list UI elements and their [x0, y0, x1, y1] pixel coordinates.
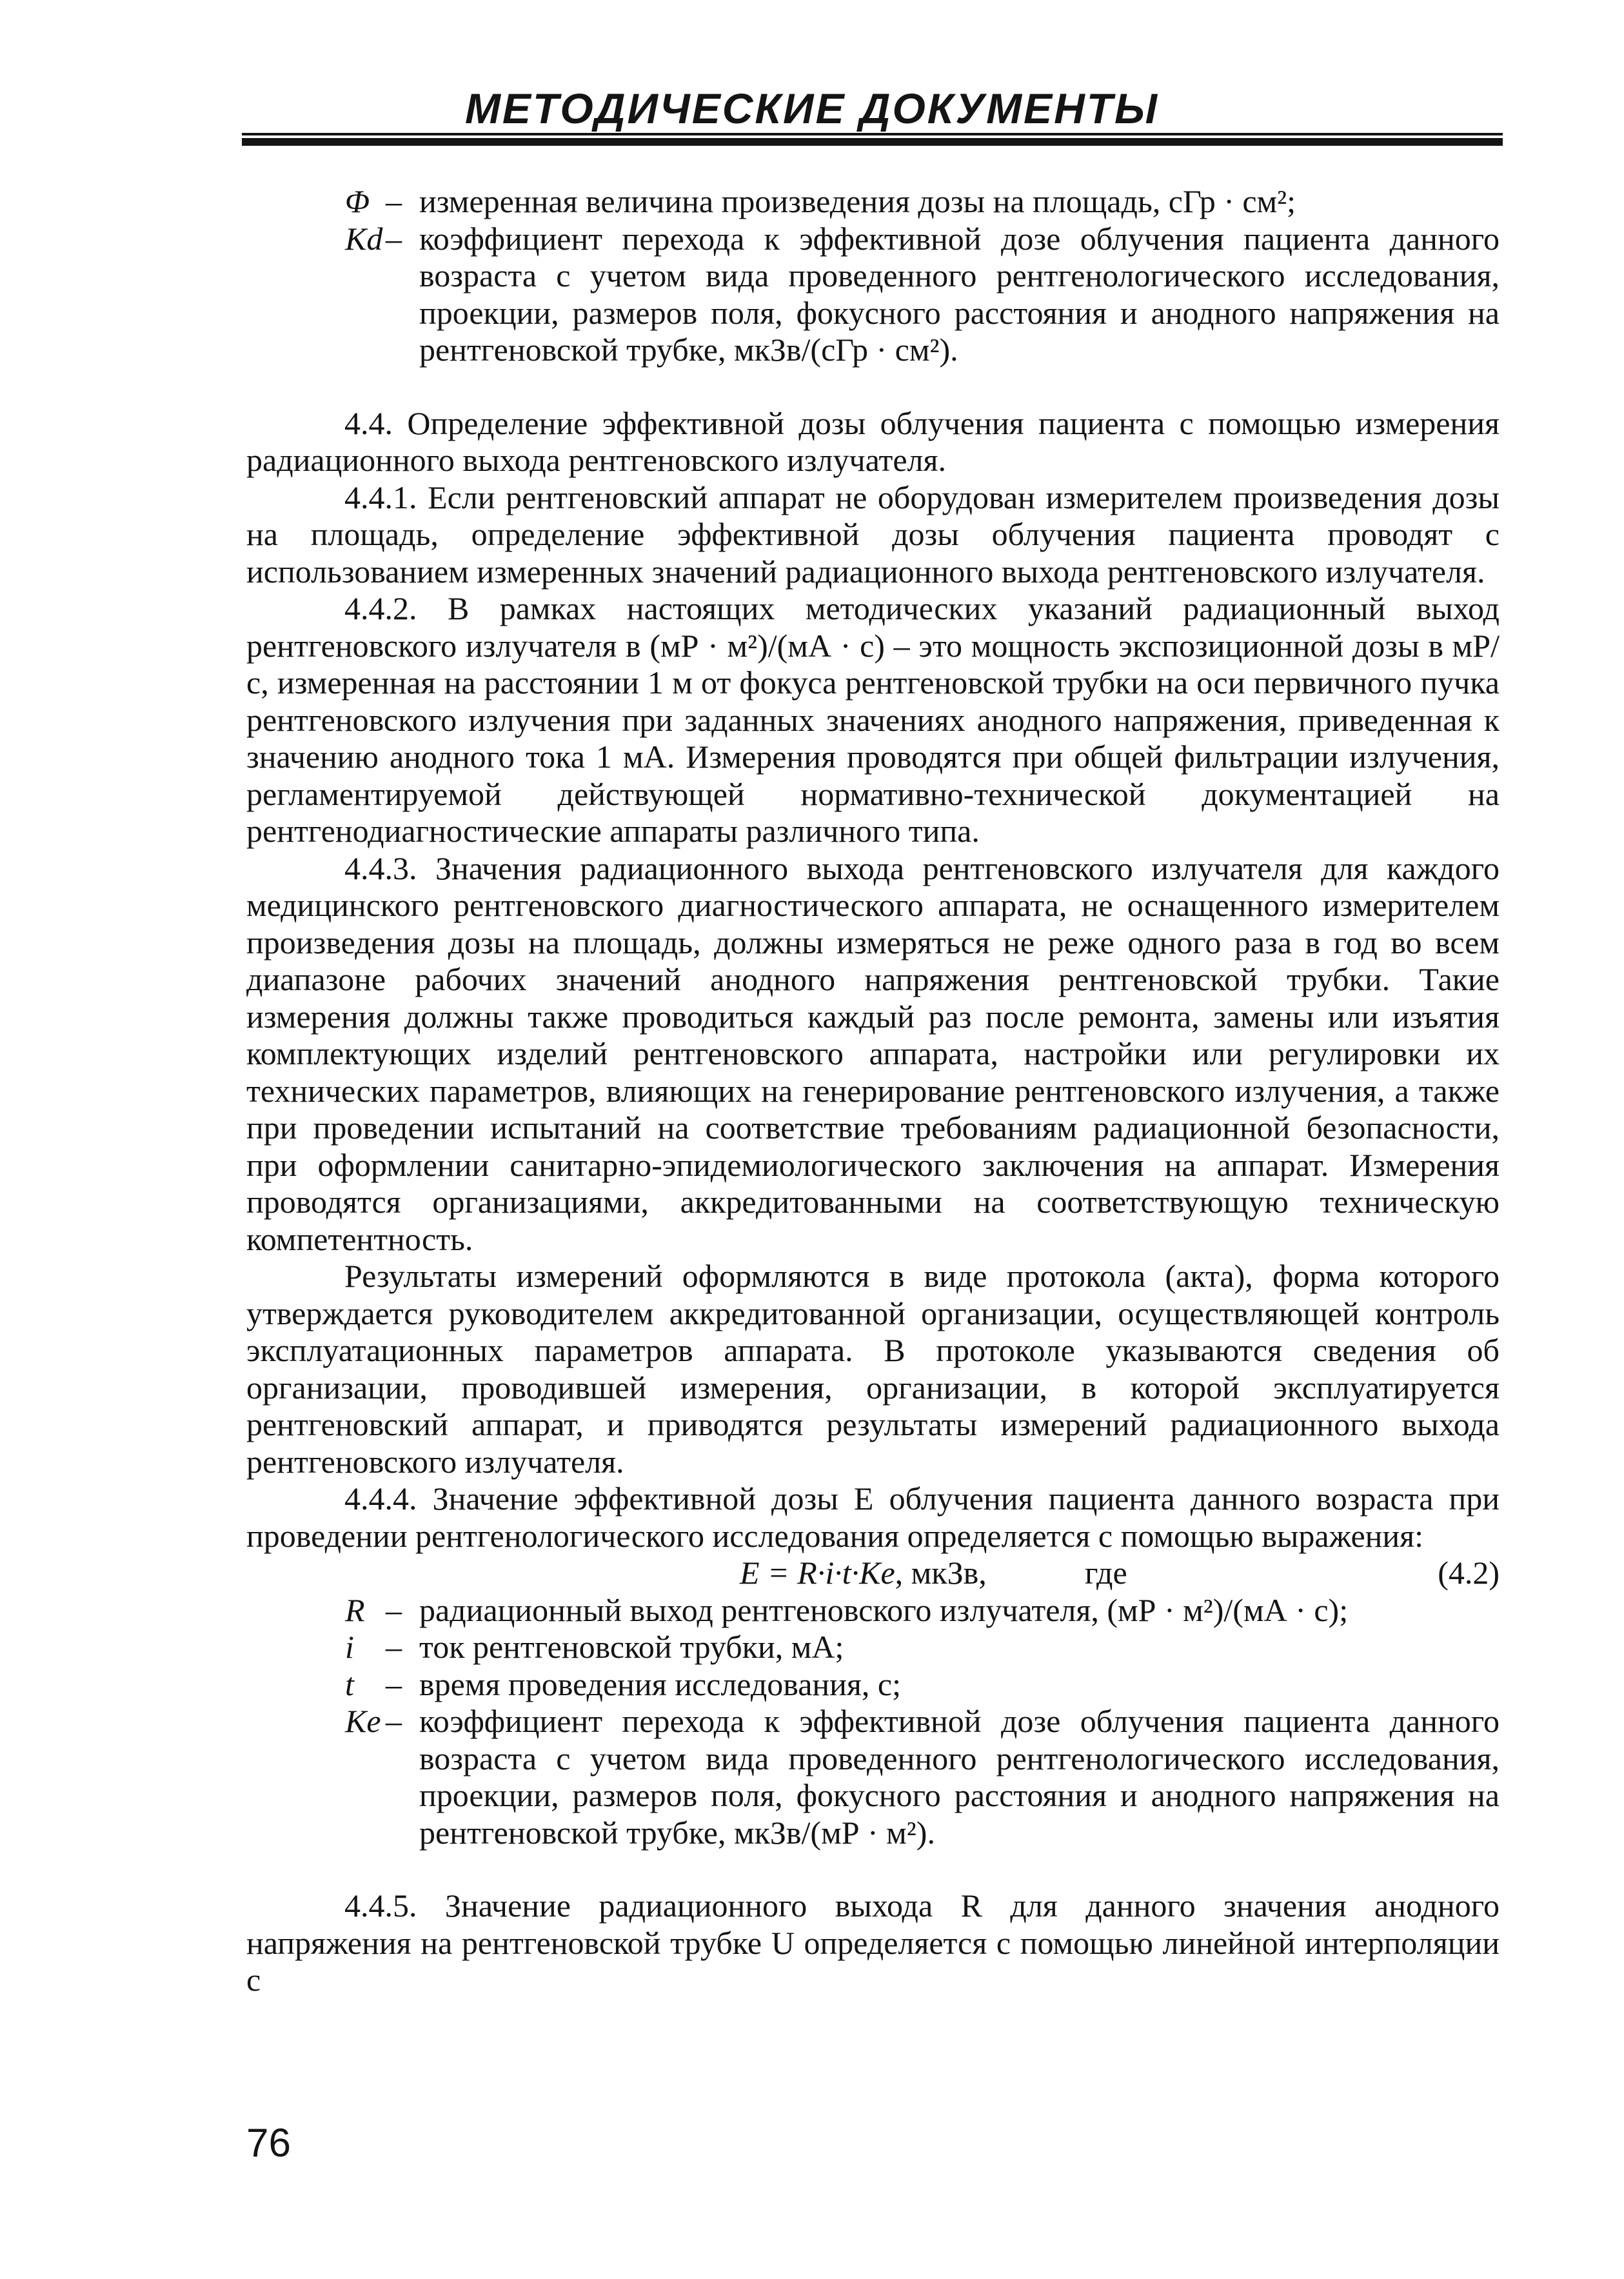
definition-symbol: Kd [345, 220, 383, 257]
paragraph-4-4-3: 4.4.3. Значения радиационного выхода рентгеновского излучателя для каждого медицинского рентгеновского диагностического аппарата, не оснащенного измерителем произведения дозы на площадь, должны измеряться не реже одного раза в год во всем диапазоне рабочих значений анодного напряжения рентгеновской трубки. Такие измерения должны также проводиться каждый раз после ремонта, замены или изъятия комплектующих изделий рентгеновского аппарата, настройки или регулировки их технических параметров, влияющих на генерирование рентгеновского излучения, а также при проведении испытаний на соответствие требованиям радиационной безопасности, при оформлении санитарно-эпидемиологического заключения на аппарат. Измерения проводятся организациями, аккредитованными на соответствующую техническую компетентность. [246, 850, 1500, 1257]
definition-kd: Kd – коэффициент перехода к эффективной дозе облучения пациента данного возраста с учетом вида проведенного рентгенологического исследования, проекции, размеров поля, фокусного расстояния и анодного напряжения на рентгеновской трубке, мкЗв/(сГр · см²). [345, 220, 1500, 368]
definition-ke: Ke – коэффициент перехода к эффективной дозе облучения пациента данного возраста с учетом вида проведенного рентгенологического исследования, проекции, размеров поля, фокусного расстояния и анодного напряжения на рентгеновской трубке, мкЗв/(мР · м²). [345, 1703, 1500, 1851]
running-header: МЕТОДИЧЕСКИЕ ДОКУМЕНТЫ [464, 85, 1160, 132]
formula-expression: E = R·i·t·Ke, мкЗв, [740, 1555, 987, 1591]
definition-symbol: R [345, 1591, 365, 1628]
definition-text: коэффициент перехода к эффективной дозе облучения пациента данного возраста с учетом вида проведенного рентгенологического исследования, проекции, размеров поля, фокусного расстояния и анодного напряжения на рентгеновской трубке, мкЗв/(мР · м²). [419, 1703, 1500, 1851]
definition-t: t – время проведения исследования, с; [345, 1666, 1500, 1704]
definition-text: ток рентгеновской трубки, мА; [419, 1629, 844, 1665]
definition-symbol: Φ [345, 183, 370, 219]
formula-4-2 [246, 1555, 1500, 1592]
definition-text: коэффициент перехода к эффективной дозе облучения пациента данного возраста с учетом вида проведенного рентгенологического исследования, проекции, размеров поля, фокусного расстояния и анодного напряжения на рентгеновской трубке, мкЗв/(сГр · см²). [419, 220, 1500, 368]
header-rule-thick [242, 138, 1503, 146]
formula-where: где [1085, 1555, 1127, 1591]
paragraph-4-4-1: 4.4.1. Если рентгеновский аппарат не оборудован измерителем произведения дозы на площадь, определение эффективной дозы облучения пациента проводят с использованием измеренных значений радиационного выхода рентгеновского излучателя. [246, 479, 1500, 590]
definition-text: радиационный выход рентгеновского излучателя, (мР · м²)/(мА · с); [419, 1591, 1349, 1628]
paragraph-4-4: 4.4. Определение эффективной дозы облучения пациента с помощью измерения радиационного выхода рентгеновского излучателя. [246, 404, 1500, 478]
header-rule-thin [242, 133, 1503, 135]
page-number: 76 [246, 2121, 291, 2165]
body-text [246, 183, 1500, 1999]
definition-i: i – ток рентгеновской трубки, мА; [345, 1629, 1500, 1666]
definition-text: время проведения исследования, с; [419, 1666, 901, 1702]
definition-symbol: i [345, 1629, 354, 1665]
paragraph-4-4-5: 4.4.5. Значение радиационного выхода R для данного значения анодного напряжения на рентгеновской трубке U определяется с помощью линейной интерполяции с [246, 1887, 1500, 1998]
definition-r: R – радиационный выход рентгеновского излучателя, (мР · м²)/(мА · с); [345, 1592, 1500, 1629]
formula-number: (4.2) [1438, 1555, 1500, 1591]
definition-symbol: Ke [345, 1703, 381, 1739]
definition-phi: Φ – измеренная величина произведения дозы на площадь, сГр · см²; [345, 183, 1500, 221]
paragraph-4-4-4: 4.4.4. Значение эффективной дозы E облучения пациента данного возраста при проведении рентгенологического исследования определяется с помощью выражения: [246, 1480, 1500, 1554]
definition-symbol: t [345, 1666, 354, 1702]
definition-text: измеренная величина произведения дозы на площадь, сГр · см²; [419, 183, 1296, 219]
paragraph-results: Результаты измерений оформляются в виде протокола (акта), форма которого утверждается руководителем аккредитованной организации, осуществляющей контроль эксплуатационных параметров аппарата. В протоколе указываются сведения об организации, проводившей измерения, организации, в которой эксплуатируется рентгеновский аппарат, и приводятся результаты измерений радиационного выхода рентгеновского излучателя. [246, 1258, 1500, 1480]
paragraph-4-4-2: 4.4.2. В рамках настоящих методических указаний радиационный выход рентгеновского излучателя в (мР · м²)/(мА · с) – это мощность экспозиционной дозы в мР/с, измеренная на расстоянии 1 м от фокуса рентгеновской трубки на оси первичного пучка рентгеновского излучения при заданных значениях анодного напряжения, приведенная к значению анодного тока 1 мА. Измерения проводятся при общей фильтрации излучения, регламентируемой действующей нормативно-технической документацией на рентгенодиагностические аппараты различного типа. [246, 590, 1500, 849]
